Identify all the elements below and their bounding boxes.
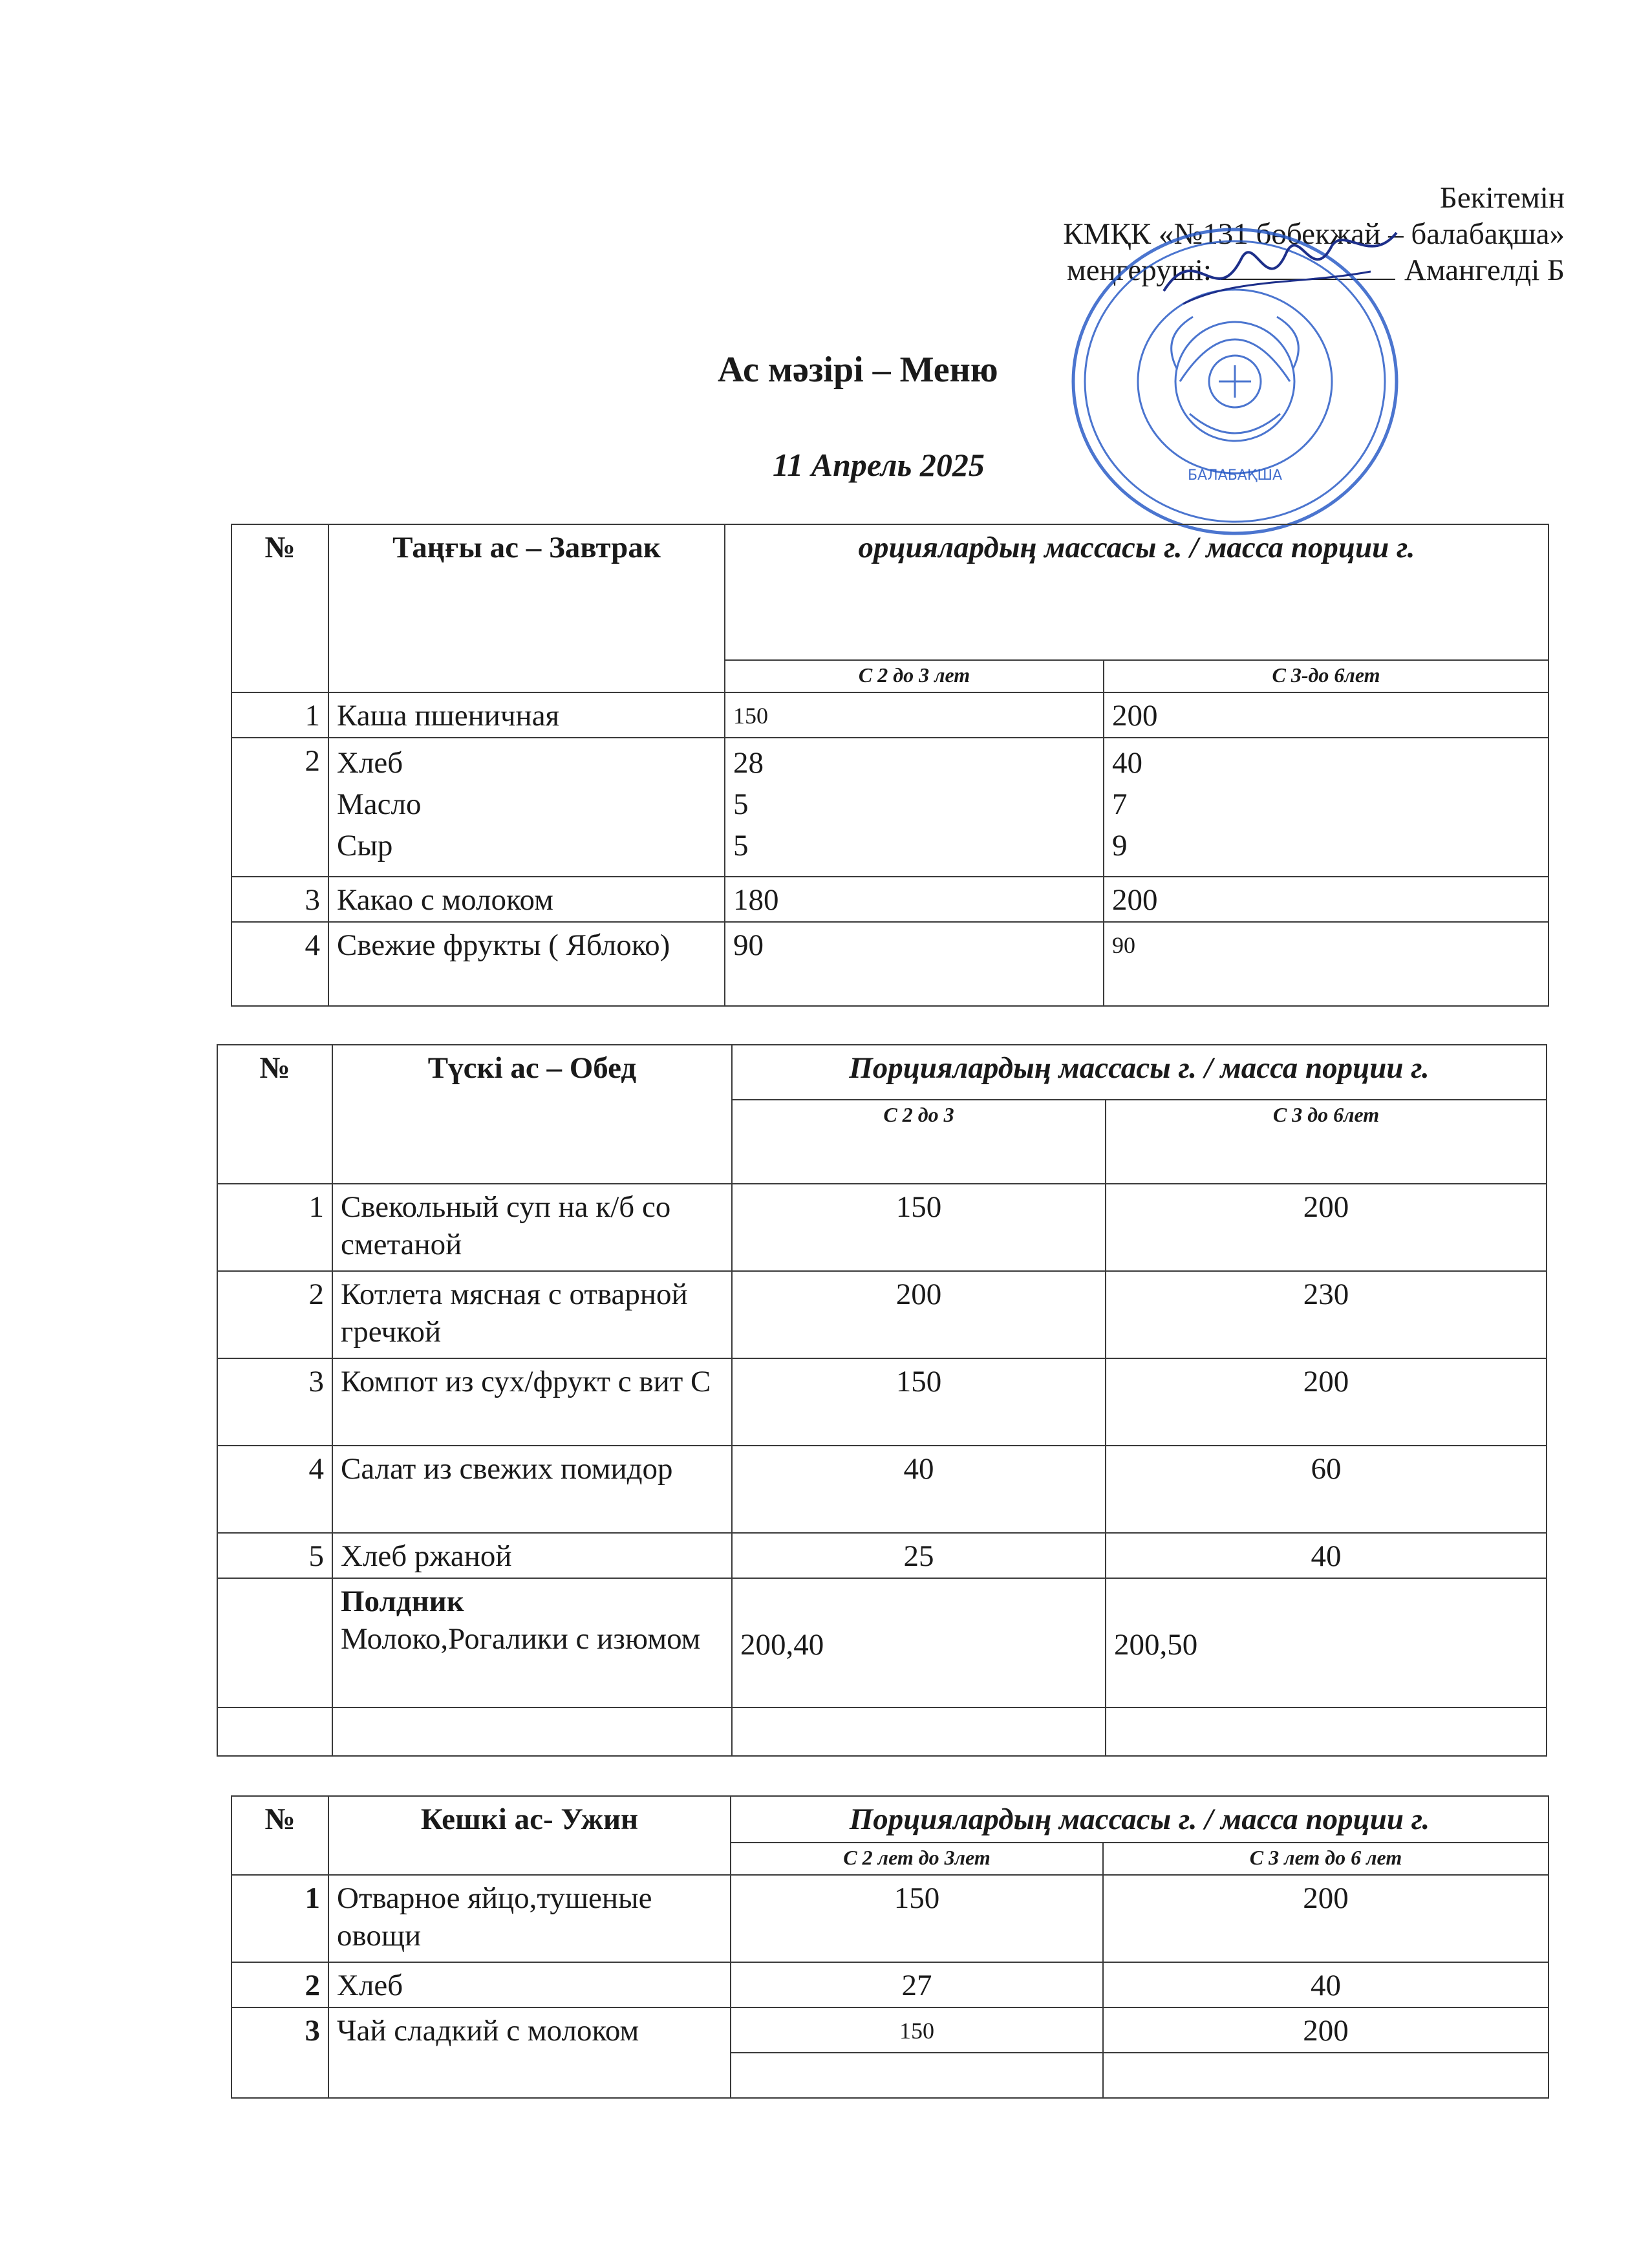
column-header-number: № (231, 1796, 328, 1875)
row-number: 3 (231, 2007, 328, 2098)
portion-value: 9 (1112, 829, 1128, 862)
empty-cell (332, 1707, 732, 1756)
portion-value: 5 (733, 787, 749, 821)
age-group-1: С 2 до 3 (732, 1100, 1106, 1184)
snack-row (217, 1578, 1547, 1707)
portion-age-1: 25 (732, 1533, 1106, 1578)
column-header-meal: Түскі ас – Обед (332, 1045, 732, 1184)
portion-value: 28 (733, 746, 764, 780)
row-number: 4 (217, 1446, 332, 1533)
menu-date: 11 Апрель 2025 (773, 447, 985, 483)
portion-age-1: 27 (731, 1962, 1103, 2007)
portion-age-1: 200 (732, 1271, 1106, 1358)
portion-age-2: 200 (1104, 692, 1548, 738)
dish-name: Хлеб (328, 1962, 731, 2007)
snack-name: Молоко,Рогалики с изюмом (341, 1622, 701, 1656)
portion-age-1: 200,40 (732, 1578, 1106, 1707)
portion-age-2: 40 (1103, 1962, 1548, 2007)
column-header-portion-mass: Порциялардың массасы г. / масса порции г. (731, 1796, 1548, 1843)
dish-name: Свекольный суп на к/б со сметаной (332, 1184, 732, 1271)
row-number: 3 (217, 1358, 332, 1446)
table-header-row (217, 1045, 1547, 1100)
column-header-portion-mass: Порциялардың массасы г. / масса порции г. (732, 1045, 1547, 1100)
table-row (217, 1446, 1547, 1533)
dish-name: Масло (337, 787, 422, 821)
portion-age-1: 150 (731, 2007, 1103, 2053)
age-group-2: С 3-до 6лет (1104, 660, 1548, 692)
column-header-portion-mass: орциялардың массасы г. / масса порции г. (725, 524, 1548, 660)
dish-name: Отварное яйцо,тушеные овощи (328, 1875, 731, 1962)
portions-age-1 (725, 738, 1104, 877)
row-number: 4 (231, 922, 328, 1006)
table-row (231, 922, 1548, 1006)
empty-cell (732, 1707, 1106, 1756)
table-row (217, 1184, 1547, 1271)
table-header-row (231, 524, 1548, 660)
portion-age-1: 40 (732, 1446, 1106, 1533)
table-row (217, 1271, 1547, 1358)
empty-row (217, 1707, 1547, 1756)
column-header-meal: Таңғы ас – Завтрак (328, 524, 725, 692)
lunch-table (217, 1044, 1547, 1757)
age-group-1: С 2 лет до 3лет (731, 1843, 1103, 1875)
portion-age-1: 150 (732, 1184, 1106, 1271)
portion-age-2: 200 (1104, 877, 1548, 922)
handwritten-signature (1157, 213, 1403, 317)
row-number: 1 (217, 1184, 332, 1271)
row-number: 2 (231, 1962, 328, 2007)
dish-name: Котлета мясная с отварной гречкой (332, 1271, 732, 1358)
portion-value: 7 (1112, 787, 1128, 821)
portion-age-2: 200 (1106, 1358, 1547, 1446)
dish-name: Сыр (337, 829, 393, 862)
portion-age-1: 150 (725, 692, 1104, 738)
portion-age-2: 90 (1104, 922, 1548, 1006)
dish-name: Хлеб (337, 746, 403, 780)
table-row (231, 692, 1548, 738)
portion-age-1: 150 (732, 1358, 1106, 1446)
row-number: 1 (231, 1875, 328, 1962)
dish-name: Какао с молоком (328, 877, 725, 922)
dish-name: Свежие фрукты ( Яблоко) (328, 922, 725, 1006)
page-title: Ас мәзірі – Меню (718, 350, 998, 390)
table-row (231, 1875, 1548, 1962)
column-header-meal: Кешкі ас- Ужин (328, 1796, 731, 1875)
row-number-empty (217, 1578, 332, 1707)
portion-age-1: 150 (731, 1875, 1103, 1962)
dish-names (328, 738, 725, 877)
age-group-2: С 3 до 6лет (1106, 1100, 1547, 1184)
dinner-table (231, 1795, 1549, 2099)
portion-age-1: 90 (725, 922, 1104, 1006)
empty-cell (217, 1707, 332, 1756)
dish-name: Салат из свежих помидор (332, 1446, 732, 1533)
table-row (231, 2007, 1548, 2053)
column-header-number: № (217, 1045, 332, 1184)
stamp-text: БАЛАБАҚША (1187, 467, 1283, 484)
portion-age-2: 60 (1106, 1446, 1547, 1533)
portion-value: 40 (1112, 746, 1142, 780)
portion-age-2: 200 (1103, 2007, 1548, 2053)
portions-age-2 (1104, 738, 1548, 877)
age-group-2: С 3 лет до 6 лет (1103, 1843, 1548, 1875)
breakfast-table (231, 524, 1549, 1007)
dish-name: Компот из сух/фрукт с вит С (332, 1358, 732, 1446)
empty-cell (1106, 1707, 1547, 1756)
approval-line-organization: КМҚК «№131 бөбекжай – балабақша» (1063, 217, 1565, 251)
portion-value: 5 (733, 829, 749, 862)
age-group-1: С 2 до 3 лет (725, 660, 1104, 692)
table-row (217, 1358, 1547, 1446)
empty-cell (731, 2053, 1103, 2098)
row-number: 3 (231, 877, 328, 922)
snack-cell (332, 1578, 732, 1707)
portion-age-2: 230 (1106, 1271, 1547, 1358)
table-header-row (231, 1796, 1548, 1843)
row-number: 5 (217, 1533, 332, 1578)
row-number: 2 (217, 1271, 332, 1358)
dish-name: Каша пшеничная (328, 692, 725, 738)
approval-head-name: Амангелді Б (1404, 253, 1565, 287)
portion-age-2: 200 (1103, 1875, 1548, 1962)
row-number: 2 (231, 738, 328, 877)
table-row (231, 738, 1548, 877)
portion-age-2: 200 (1106, 1184, 1547, 1271)
approval-line-approve: Бекітемін (1439, 181, 1565, 215)
portion-age-1: 180 (725, 877, 1104, 922)
empty-cell (1103, 2053, 1548, 2098)
table-row (231, 877, 1548, 922)
dish-name: Чай сладкий с молоком (328, 2007, 731, 2098)
table-row (231, 1962, 1548, 2007)
table-row (217, 1533, 1547, 1578)
dish-name: Хлеб ржаной (332, 1533, 732, 1578)
row-number: 1 (231, 692, 328, 738)
snack-title: Полдник (341, 1585, 464, 1618)
approval-head-label: меңгеруші: (1066, 253, 1212, 287)
portion-age-2: 200,50 (1106, 1578, 1547, 1707)
portion-age-2: 40 (1106, 1533, 1547, 1578)
column-header-number: № (231, 524, 328, 692)
